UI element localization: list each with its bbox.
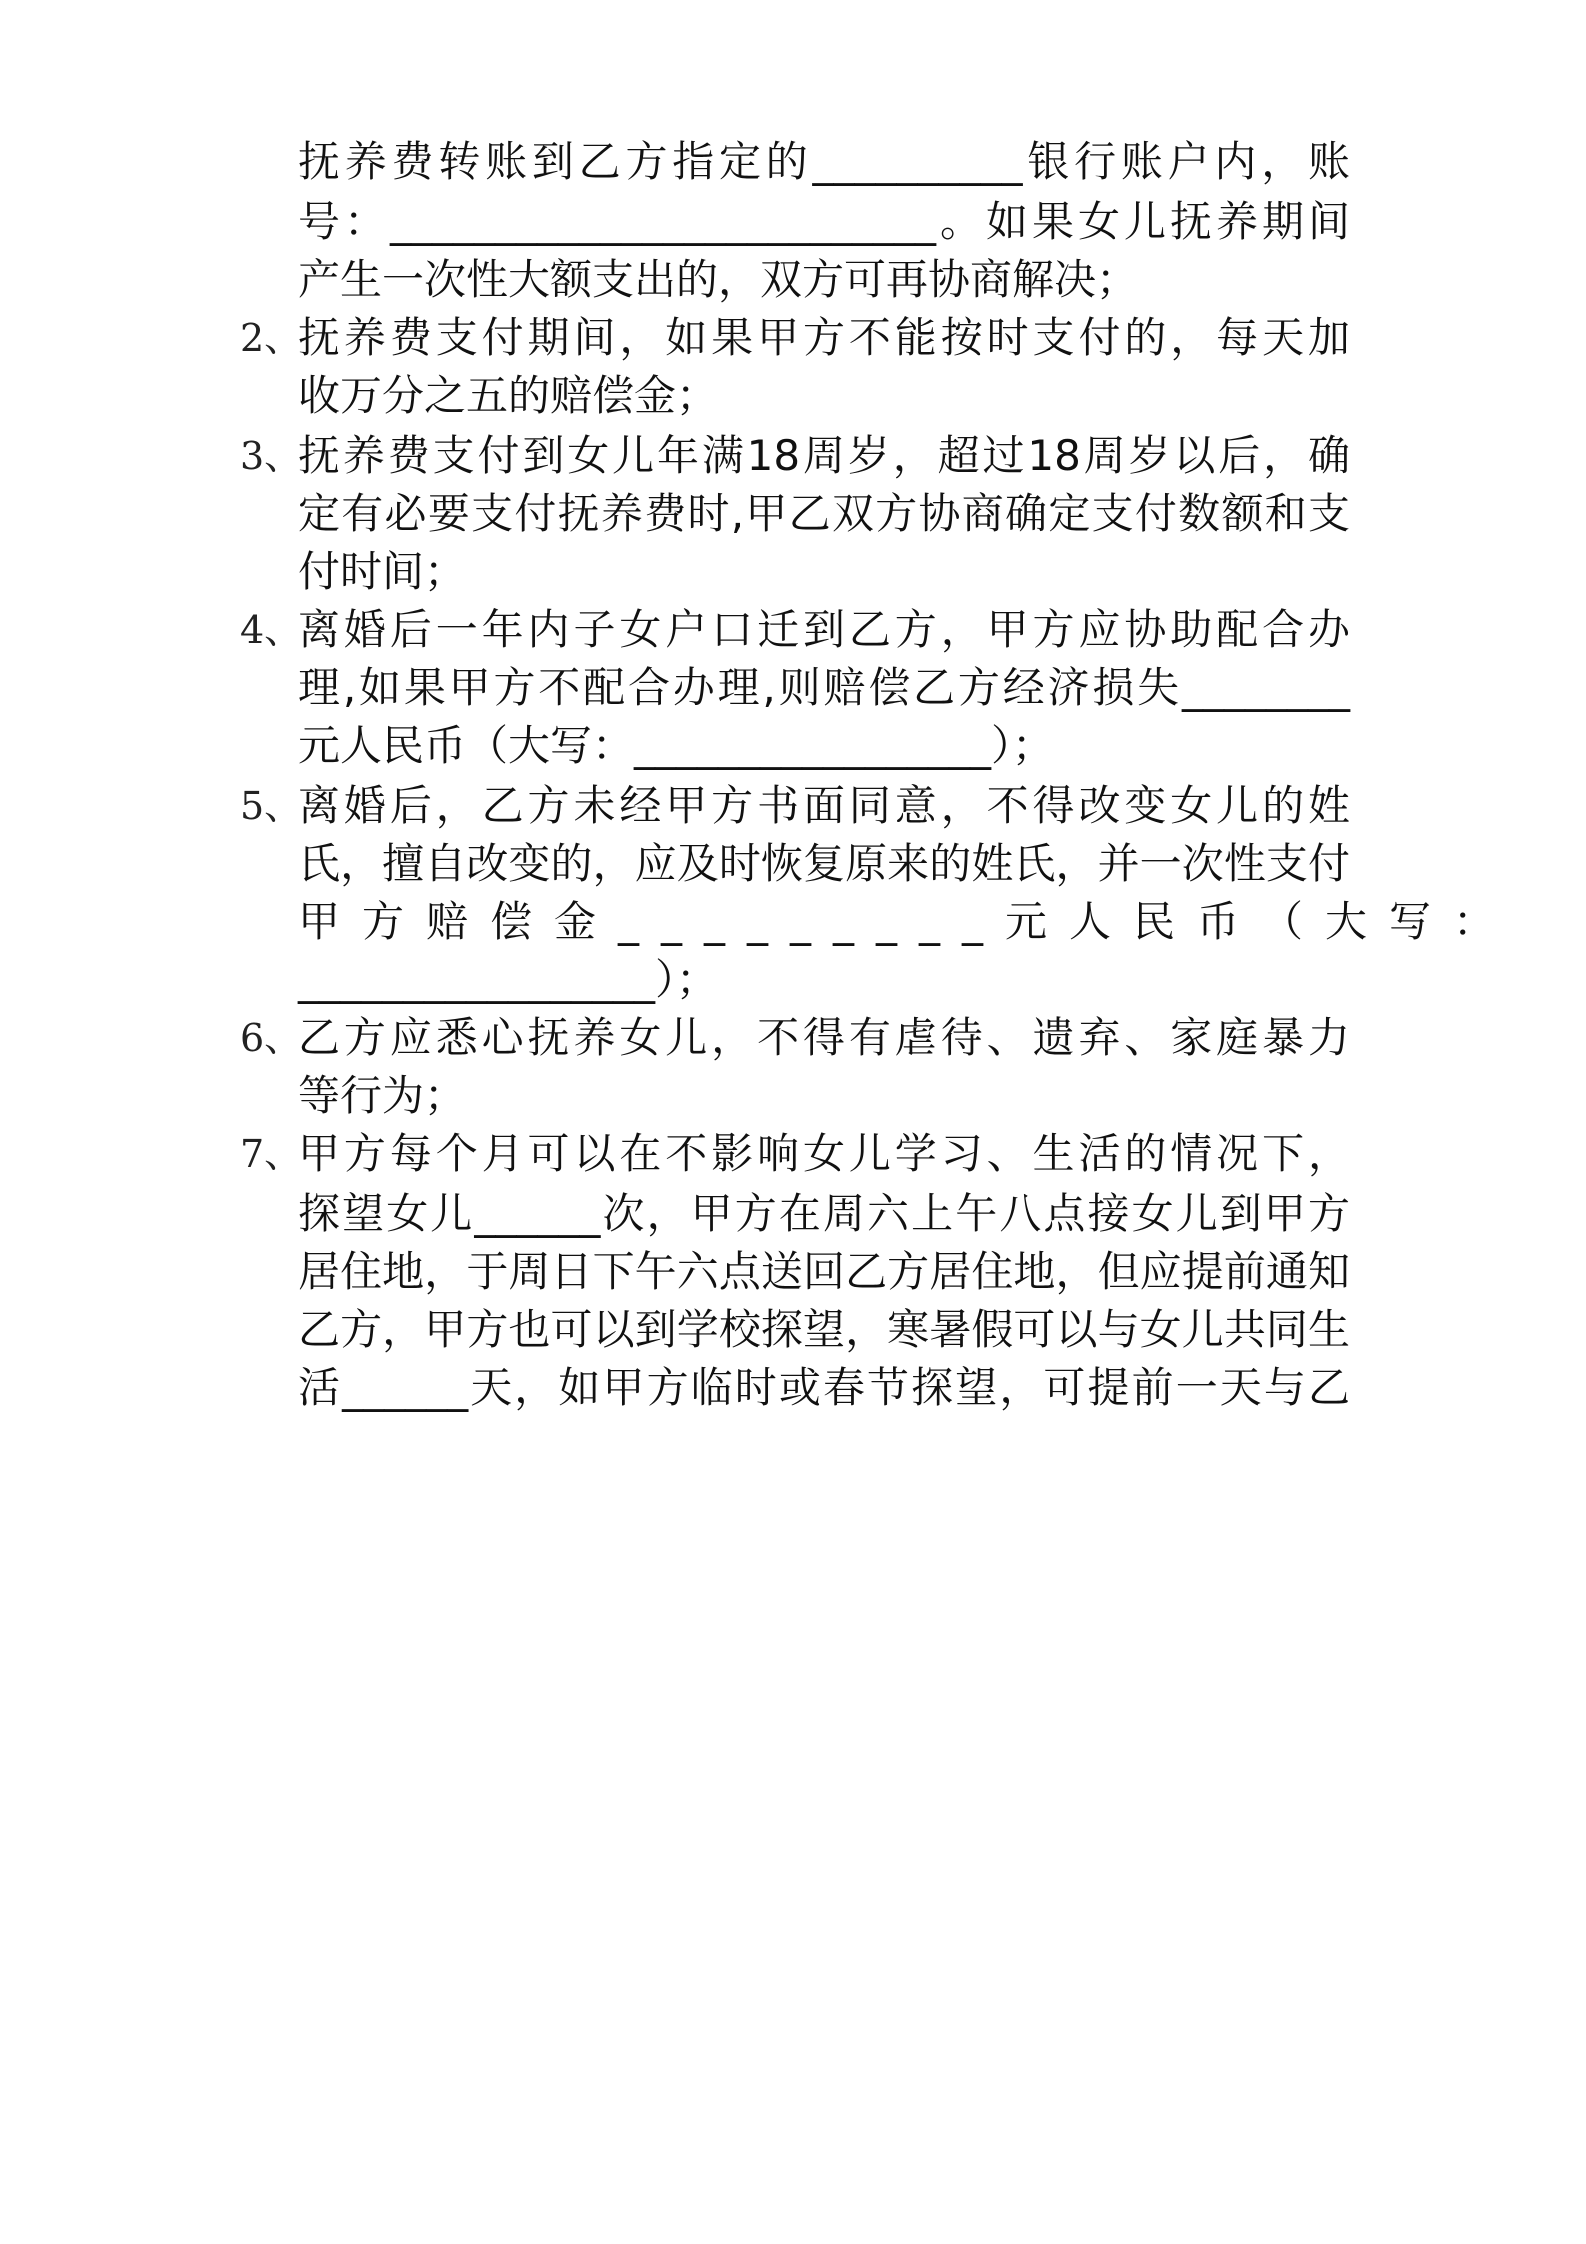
text-line: 离婚后，乙方未经甲方书面同意，不得改变女儿的姓 bbox=[298, 781, 1350, 830]
text-line: 付时间； bbox=[298, 547, 467, 596]
text-line: 活______天，如甲方临时或春节探望，可提前一天与乙 bbox=[298, 1363, 1350, 1412]
item-number: 2、 bbox=[240, 316, 303, 360]
text-line: 抚养费支付期间，如果甲方不能按时支付的，每天加 bbox=[298, 313, 1350, 362]
text-line: 号：__________________________。如果女儿抚养期间 bbox=[298, 197, 1350, 246]
text-line: 抚养费转账到乙方指定的__________银行账户内，账 bbox=[298, 137, 1350, 186]
text-line: 乙方应悉心抚养女儿，不得有虐待、遗弃、家庭暴力 bbox=[298, 1013, 1350, 1062]
text-line: 甲方赔偿金_________元人民币（大写： bbox=[298, 897, 1518, 946]
text-line: 氏，擅自改变的，应及时恢复原来的姓氏，并一次性支付 bbox=[298, 839, 1350, 888]
text-line: 定有必要支付抚养费时,甲乙双方协商确定支付数额和支 bbox=[298, 489, 1350, 538]
item-number: 3、 bbox=[240, 434, 303, 478]
text-line: 等行为； bbox=[298, 1071, 467, 1120]
text-line: 抚养费支付到女儿年满18周岁，超过18周岁以后，确 bbox=[298, 431, 1350, 480]
text-line: 探望女儿______次，甲方在周六上午八点接女儿到甲方 bbox=[298, 1189, 1350, 1238]
text-line: 甲方每个月可以在不影响女儿学习、生活的情况下， bbox=[298, 1129, 1350, 1178]
text-line: 元人民币（大写：_________________）； bbox=[298, 721, 1055, 770]
text-line: 居住地，于周日下午六点送回乙方居住地，但应提前通知 bbox=[298, 1247, 1350, 1296]
text-line: 理,如果甲方不配合办理,则赔偿乙方经济损失________ bbox=[298, 663, 1350, 712]
text-line: 收万分之五的赔偿金； bbox=[298, 371, 719, 420]
text-line: 乙方，甲方也可以到学校探望，寒暑假可以与女儿共同生 bbox=[298, 1305, 1350, 1354]
text-line: 离婚后一年内子女户口迁到乙方，甲方应协助配合办 bbox=[298, 605, 1350, 654]
item-number: 6、 bbox=[240, 1016, 303, 1060]
item-number: 5、 bbox=[240, 784, 303, 828]
item-number: 4、 bbox=[240, 608, 303, 652]
item-number: 7、 bbox=[240, 1132, 303, 1176]
text-line: 产生一次性大额支出的，双方可再协商解决； bbox=[298, 255, 1139, 304]
text-line: _________________）； bbox=[298, 955, 719, 1004]
